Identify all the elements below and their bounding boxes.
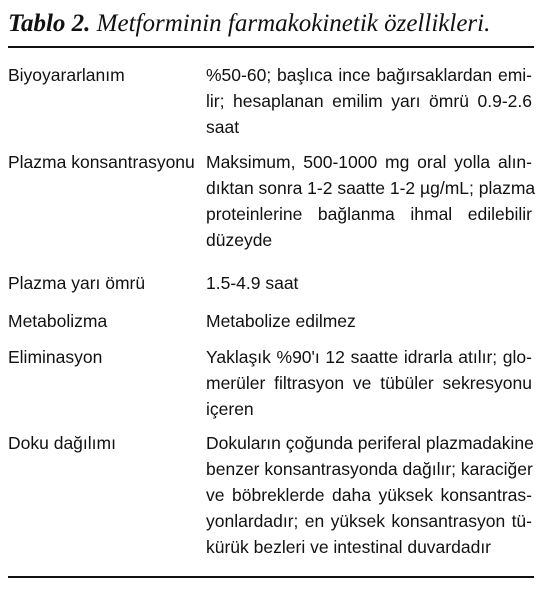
table-top-rule [8,46,534,48]
value-line: benzer konsantrasyonda dağılır; karaciğer [206,459,533,479]
value-line: lir; hesaplanan emilim yarı ömrü 0.9-2.6 [206,91,532,111]
table-caption-title: Metforminin farmakokinetik özellikleri. [90,10,491,37]
row-value [206,270,532,296]
value-line: Yaklaşık %90'ı 12 saatte idrarla atılır; glo- [206,347,532,367]
row-label: Doku dağılımı [8,433,116,453]
value-line: 1.5-4.9 saat [206,273,299,293]
row-label: Eliminasyon [8,347,103,367]
row-label: Plazma yarı ömrü [8,273,146,293]
row-value [206,308,532,334]
value-line: içeren [206,399,254,419]
row-value [206,62,532,140]
row-label: Metabolizma [8,311,108,331]
value-line: ve böbreklerde daha yüksek konsantras- [206,485,532,505]
table-caption [8,10,490,38]
value-line: kürük bezleri ve intestinal duvardadır [206,537,492,557]
table-bottom-rule [8,576,534,578]
row-value [206,149,536,253]
value-line: Metabolize edilmez [206,311,356,331]
row-label: Biyoyararlanım [8,65,125,85]
value-line: düzeyde [206,230,273,250]
value-line: Dokuların çoğunda periferal plazmadakine [206,433,534,453]
row-value [206,430,532,560]
table-caption-number: Tablo 2. [8,10,91,37]
value-line: saat [206,117,240,137]
value-line: %50-60; başlıca ince bağırsaklardan emi- [206,65,532,85]
value-line: dıktan sonra 1-2 saatte 1-2 µg/mL; plazma [206,178,536,198]
row-value [206,344,532,422]
row-label: Plazma konsantrasyonu [8,152,195,172]
value-line: Maksimum, 500-1000 mg oral yolla alın- [206,152,532,172]
value-line: yonlardadır; en yüksek konsantrasyon tü- [206,511,532,531]
value-line: merüler filtrasyon ve tübüler sekresyonu [206,373,532,393]
value-line: proteinlerine bağlanma ihmal edilebilir [206,204,532,224]
